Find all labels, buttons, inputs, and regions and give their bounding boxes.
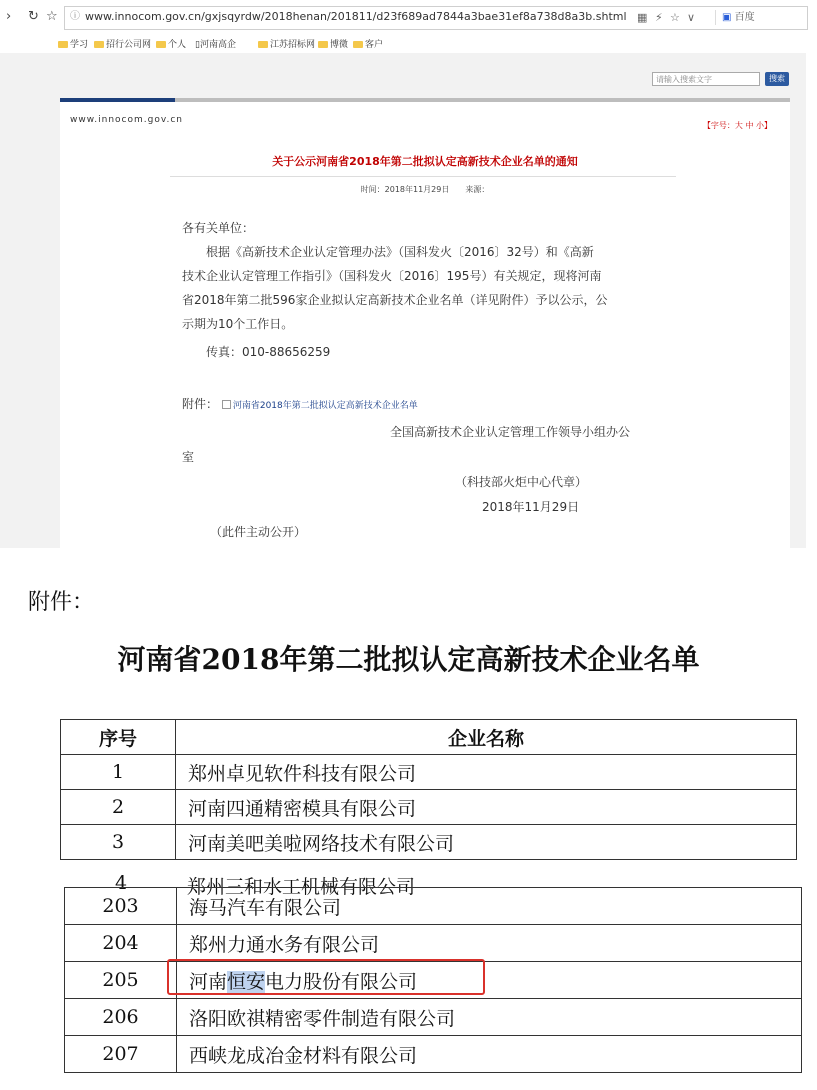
row-number: 204 — [65, 925, 177, 962]
company-name: 河南恒安电力股份有限公司 — [177, 962, 802, 999]
bookmark-item[interactable]: 博微 — [318, 39, 348, 51]
folder-icon — [318, 41, 328, 48]
table-row — [65, 888, 802, 925]
row-number: 207 — [65, 1036, 177, 1073]
attachment-link[interactable]: 河南省2018年第二批拟认定高新技术企业名单 — [232, 401, 418, 411]
paragraph-line: 根据《高新技术企业认定管理办法》（国科发火〔2016〕32号）和《高新 — [182, 245, 594, 259]
back-icon[interactable]: › — [6, 9, 12, 24]
attachment-label: 附件： — [182, 397, 219, 411]
company-name: 海马汽车有限公司 — [177, 888, 802, 925]
table-header-row — [61, 720, 797, 755]
url-text[interactable]: www.innocom.gov.cn/gxjsqyrdw/2018henan/201811/d23f689ad7844a3bae31ef8a738d8a3b.shtml — [85, 10, 627, 23]
row-number: 203 — [65, 888, 177, 925]
row-number: 2 — [61, 790, 176, 825]
refresh-icon[interactable]: ↻ — [28, 9, 39, 24]
chevron-down-icon[interactable]: ∨ — [687, 11, 696, 24]
disclosure-note: （此件主动公开） — [210, 525, 307, 539]
folder-icon — [58, 41, 68, 48]
folder-icon — [353, 41, 363, 48]
folder-icon — [156, 41, 166, 48]
table-row — [61, 825, 797, 860]
doc-attachment-label: 附件： — [28, 590, 95, 615]
company-name: 河南四通精密模具有限公司 — [176, 790, 797, 825]
selected-text: 恒安 — [227, 970, 266, 993]
paragraph-line: 省2018年第二批596家企业拟认定高新技术企业名单（详见附件）予以公示，公 — [182, 293, 608, 307]
site-domain-text: www.innocom.gov.cn — [70, 115, 183, 125]
company-name: 郑州三和水工机械有限公司 — [187, 876, 416, 898]
table-row — [65, 1036, 802, 1073]
favorite-star-icon[interactable]: ☆ — [670, 11, 680, 24]
header-company: 企业名称 — [176, 720, 797, 755]
red-highlight-box — [167, 959, 485, 995]
baidu-icon: ▣ — [722, 12, 732, 23]
company-table-top — [60, 719, 797, 860]
bookmark-item[interactable]: 招行公司网 — [94, 39, 151, 51]
article-title: 关于公示河南省2018年第二批拟认定高新技术企业名单的通知 — [272, 155, 578, 168]
company-name: 河南美吧美啦网络技术有限公司 — [176, 825, 797, 860]
signature-line: 全国高新技术企业认定管理工作领导小组办公 — [390, 425, 631, 439]
site-search-input[interactable]: 请输入搜索文字 — [652, 72, 760, 86]
article-date: 2018年11月29日 — [482, 500, 580, 514]
table-row — [65, 925, 802, 962]
greeting: 各有关单位： — [182, 221, 255, 235]
table-row — [61, 755, 797, 790]
page-icon: ▯ — [195, 40, 200, 50]
article-panel — [60, 98, 790, 552]
address-bar-row — [0, 0, 817, 39]
cut-off-row — [60, 872, 797, 898]
signature-line: 室 — [182, 450, 195, 464]
attachment-row — [182, 392, 418, 418]
row-number: 206 — [65, 999, 177, 1036]
bookmark-item[interactable]: 江苏招标网 — [258, 39, 315, 51]
bookmark-item[interactable]: 学习 — [58, 39, 88, 51]
company-name: 郑州卓见软件科技有限公司 — [176, 755, 797, 790]
company-name: 西峡龙成冶金材料有限公司 — [177, 1036, 802, 1073]
bookmark-item[interactable]: ▯河南高企 — [195, 40, 236, 50]
table-row — [65, 999, 802, 1036]
fax-line: 传真：010-88656259 — [182, 345, 331, 359]
article-meta: 时间：2018年11月29日 来源： — [360, 185, 490, 194]
company-name: 洛阳欧祺精密零件制造有限公司 — [177, 999, 802, 1036]
row-number: 1 — [61, 755, 176, 790]
doc-title: 河南省2018年第二批拟认定高新技术企业名单 — [117, 643, 700, 676]
site-search-button[interactable]: 搜索 — [765, 72, 789, 86]
bookmark-item[interactable]: 个人 — [156, 39, 186, 51]
article-accent-bar — [60, 98, 175, 102]
bookmarks-bar — [0, 38, 817, 52]
folder-icon — [94, 41, 104, 48]
paragraph-line: 示期为10个工作日。 — [182, 317, 294, 331]
company-name: 郑州力通水务有限公司 — [177, 925, 802, 962]
row-number: 4 — [115, 872, 128, 894]
broken-image-icon — [222, 400, 231, 409]
row-number: 205 — [65, 962, 177, 999]
bookmark-item[interactable]: 客户 — [353, 39, 383, 51]
paragraph-line: 技术企业认定管理工作指引》（国科发火〔2016〕195号）有关规定，现将河南 — [182, 269, 602, 283]
search-engine-box[interactable] — [715, 10, 814, 25]
header-serial: 序号 — [61, 720, 176, 755]
qr-icon[interactable]: ▦ — [637, 11, 648, 24]
seal-note: （科技部火炬中心代章） — [455, 475, 588, 489]
page-info-icon[interactable]: ⓘ — [70, 11, 80, 22]
font-size-control[interactable]: 【字号：大 中 小】 — [702, 121, 772, 130]
divider — [170, 176, 676, 177]
home-icon[interactable]: ☆ — [46, 9, 58, 24]
url-bar[interactable] — [64, 6, 808, 30]
row-number: 3 — [61, 825, 176, 860]
folder-icon — [258, 41, 268, 48]
search-engine-label: 百度 — [734, 12, 755, 23]
lightning-icon[interactable]: ⚡ — [655, 11, 663, 24]
table-row — [61, 790, 797, 825]
